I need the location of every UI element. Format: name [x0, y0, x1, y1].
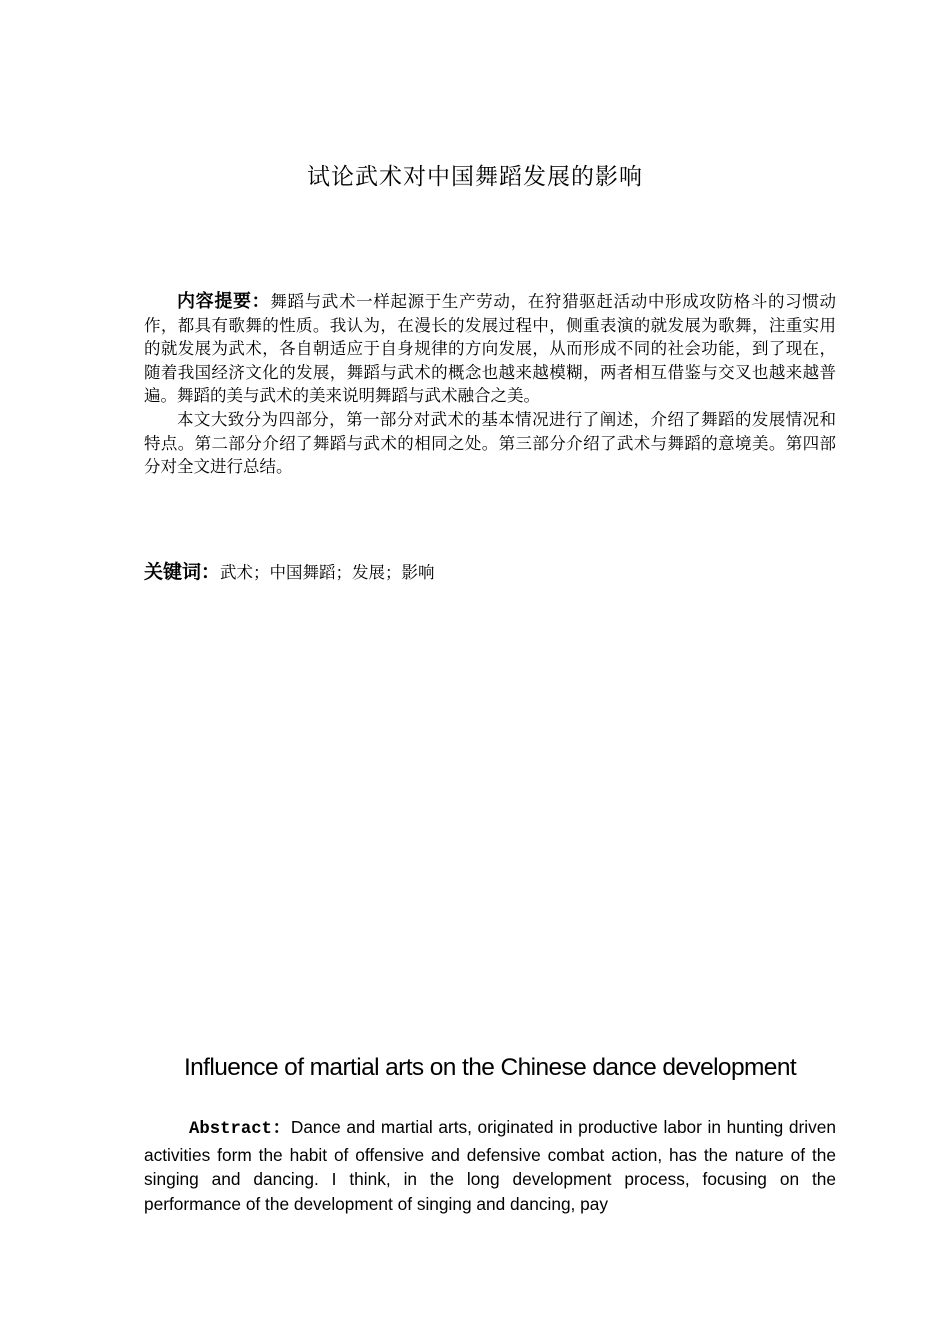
chinese-abstract-text-1: 舞蹈与武术一样起源于生产劳动，在狩猎驱赶活动中形成攻防格斗的习惯动作，都具有歌舞的性质。我认为，在漫长的发展过程中，侧重表演的就发展为歌舞，注重实用的就发展为武术，各自朝适应于自身规律的方向发展，从而形成不同的社会功能，到了现在，随着我国经济文化的发展，舞蹈与武术的概念也越来越模糊，两者相互借鉴与交叉也越来越普遍。舞蹈的美与武术的美来说明舞蹈与武术融合之美。	[144, 292, 837, 406]
chinese-keywords-text: 武术；中国舞蹈；发展；影响	[220, 563, 435, 582]
chinese-abstract	[144, 290, 836, 479]
chinese-abstract-paragraph-2	[144, 408, 836, 479]
chinese-abstract-paragraph-1	[144, 290, 836, 408]
chinese-keywords	[144, 558, 836, 587]
english-abstract-text: Dance and martial arts, originated in productive labor in hunting driven activities form the habit of offensive and defensive combat action, has the nature of the singing and dancing. I think, in the long development process, focusing on the performance of the development of singing and dancing, pay	[144, 1117, 836, 1214]
chinese-abstract-text-2: 本文大致分为四部分，第一部分对武术的基本情况进行了阐述，介绍了舞蹈的发展情况和特点。第二部分介绍了舞蹈与武术的相同之处。第三部分介绍了武术与舞蹈的意境美。第四部分对全文进行总结。	[144, 409, 836, 477]
chinese-title: 试论武术对中国舞蹈发展的影响	[307, 164, 643, 190]
english-abstract-paragraph	[144, 1115, 836, 1216]
chinese-abstract-label: 内容提要：	[177, 291, 271, 312]
chinese-keywords-label: 关键词：	[144, 561, 221, 583]
english-title: Influence of martial arts on the Chinese dance development	[183, 1054, 797, 1081]
english-abstract-label: Abstract：	[188, 1120, 291, 1139]
english-abstract	[144, 1115, 836, 1216]
